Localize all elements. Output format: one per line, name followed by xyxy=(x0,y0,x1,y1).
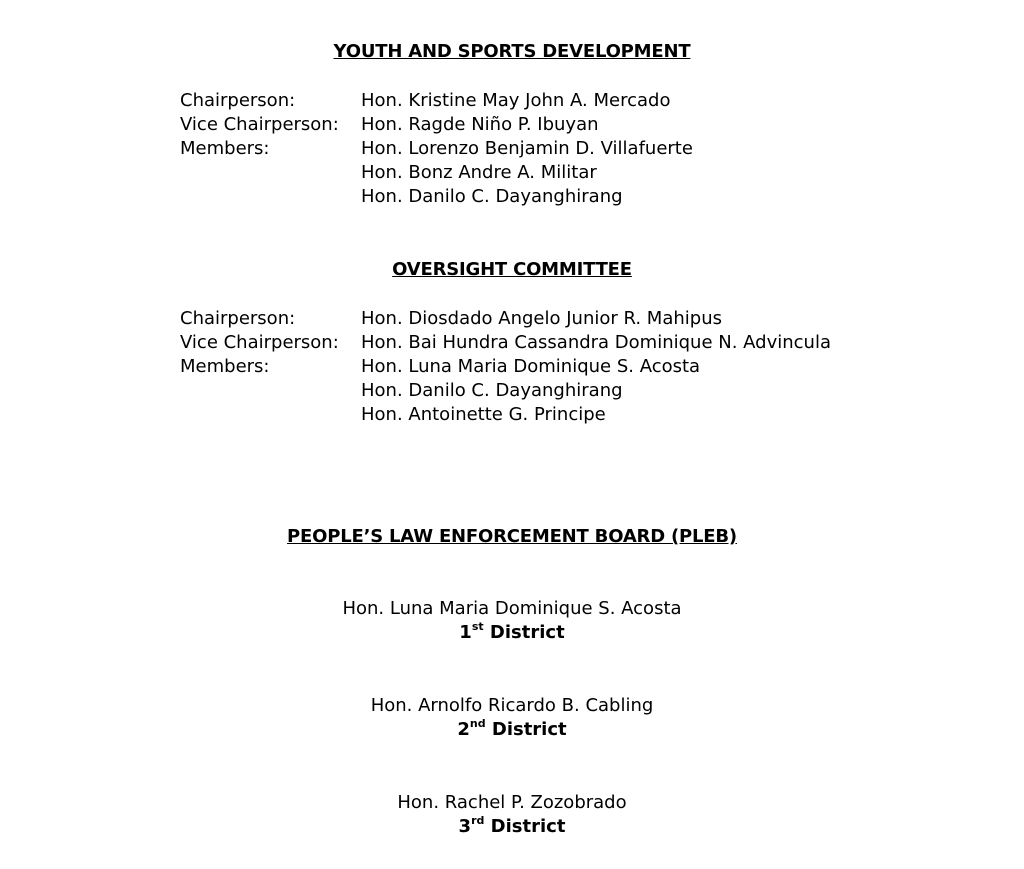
member-name: Hon. Luna Maria Dominique S. Acosta xyxy=(361,356,701,377)
role-label xyxy=(180,185,361,209)
role-label: Members: xyxy=(180,138,270,159)
district-number: 2 xyxy=(457,719,470,740)
district-member-name: Hon. Arnolfo Ricardo B. Cabling xyxy=(370,695,654,716)
district-entry xyxy=(0,791,1024,839)
committee-row xyxy=(180,185,880,209)
district-number: 1 xyxy=(459,622,472,643)
youth-sports-committee xyxy=(180,89,880,209)
district-member-name: Hon. Rachel P. Zozobrado xyxy=(397,792,627,813)
role-label xyxy=(180,161,361,185)
district-entry xyxy=(0,597,1024,645)
committee-row xyxy=(180,89,880,113)
role-label xyxy=(180,403,361,427)
district-word: District xyxy=(489,622,565,643)
member-name: Hon. Lorenzo Benjamin D. Villafuerte xyxy=(361,138,693,159)
youth-sports-heading: YOUTH AND SPORTS DEVELOPMENT xyxy=(333,41,691,62)
committee-row xyxy=(180,307,880,331)
member-name: Hon. Antoinette G. Principe xyxy=(361,404,606,425)
district-label xyxy=(0,621,1024,645)
district-entry xyxy=(0,694,1024,742)
district-member-name: Hon. Luna Maria Dominique S. Acosta xyxy=(342,598,682,619)
role-label: Chairperson: xyxy=(180,308,296,329)
committee-row xyxy=(180,331,880,355)
member-name: Hon. Ragde Niño P. Ibuyan xyxy=(361,114,599,135)
member-name: Hon. Danilo C. Dayanghirang xyxy=(361,186,623,207)
role-label: Vice Chairperson: xyxy=(180,114,339,135)
district-word: District xyxy=(491,719,567,740)
committee-row xyxy=(180,137,880,161)
member-name: Hon. Danilo C. Dayanghirang xyxy=(361,380,623,401)
district-suffix: nd xyxy=(469,717,486,730)
role-label: Vice Chairperson: xyxy=(180,332,339,353)
committee-row xyxy=(180,379,880,403)
committee-row xyxy=(180,161,880,185)
role-label: Members: xyxy=(180,356,270,377)
role-label xyxy=(180,379,361,403)
committee-row xyxy=(180,113,880,137)
committee-row xyxy=(180,355,880,379)
member-name: Hon. Kristine May John A. Mercado xyxy=(361,90,671,111)
district-number: 3 xyxy=(458,816,472,837)
pleb-heading: PEOPLE’S LAW ENFORCEMENT BOARD (PLEB) xyxy=(287,526,737,547)
member-name: Hon. Bai Hundra Cassandra Dominique N. Advincula xyxy=(361,332,831,353)
committee-row xyxy=(180,403,880,427)
district-word: District xyxy=(490,816,566,837)
role-label: Chairperson: xyxy=(180,90,296,111)
district-suffix: st xyxy=(471,620,484,633)
district-label xyxy=(0,815,1024,839)
district-suffix: rd xyxy=(471,814,485,827)
member-name: Hon. Bonz Andre A. Militar xyxy=(361,162,597,183)
member-name: Hon. Diosdado Angelo Junior R. Mahipus xyxy=(361,308,722,329)
oversight-committee xyxy=(180,307,880,427)
district-label xyxy=(0,718,1024,742)
oversight-heading: OVERSIGHT COMMITTEE xyxy=(392,259,632,280)
